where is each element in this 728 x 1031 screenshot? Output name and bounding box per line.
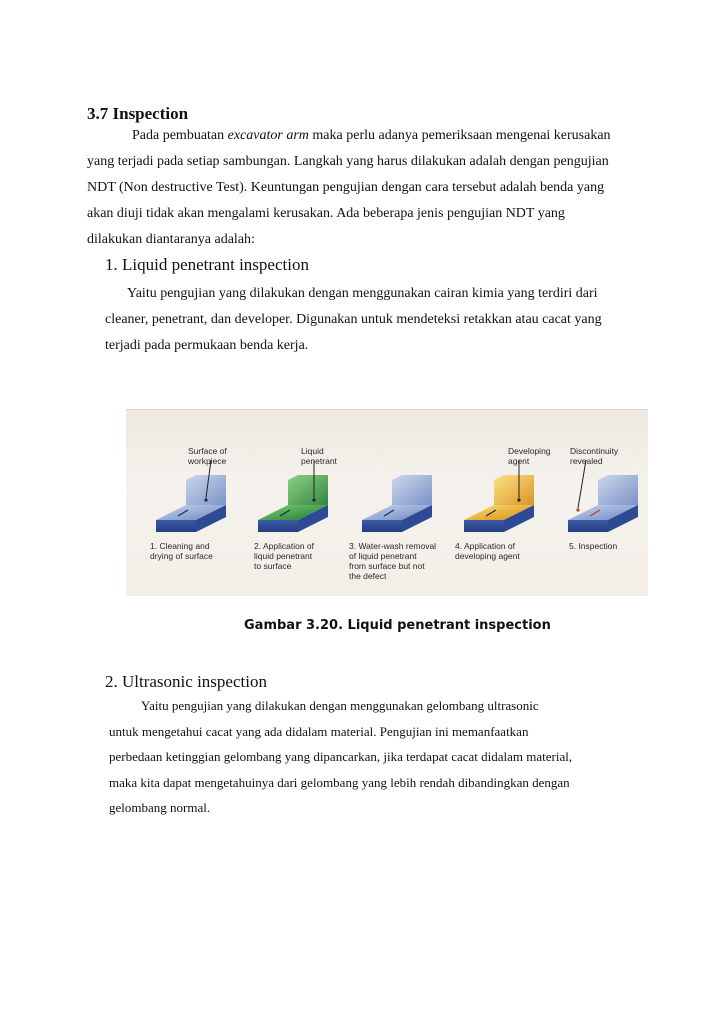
step-line: to surface xyxy=(254,561,292,571)
label-line: Liquid xyxy=(301,446,324,456)
intro-paragraph xyxy=(87,123,647,253)
ultrasonic-paragraph xyxy=(109,693,572,821)
section-heading: 3.7 Inspection xyxy=(87,104,189,123)
workpiece-block-3 xyxy=(362,475,432,532)
step-line: 2. Application of xyxy=(254,541,315,551)
pointer-dot xyxy=(517,498,520,501)
label-surface xyxy=(188,446,227,466)
label-line: Surface of xyxy=(188,446,227,456)
label-line: workpiece xyxy=(188,456,227,466)
label-line: penetrant xyxy=(301,456,337,466)
ultrasonic-line: gelombang normal. xyxy=(109,800,211,815)
step-line: from surface but not xyxy=(349,561,425,571)
intro-text: Pada pembuatan xyxy=(132,128,228,143)
liquid-heading: 1. Liquid penetrant inspection xyxy=(105,255,309,274)
label-discontinuity xyxy=(570,446,618,466)
intro-emphasis: excavator arm xyxy=(227,128,309,143)
label-line: Discontinuity xyxy=(570,446,619,456)
step-line: drying of surface xyxy=(150,551,213,561)
workpiece-block-1 xyxy=(156,475,226,532)
workpiece-block-4 xyxy=(464,475,534,532)
ultrasonic-heading: 2. Ultrasonic inspection xyxy=(105,672,267,691)
label-liquid xyxy=(301,446,337,466)
liquid-line: terjadi pada permukaan benda kerja. xyxy=(105,338,309,353)
step-line: of liquid penetrant xyxy=(349,551,417,561)
intro-line: yang terjadi pada setiap sambungan. Langkah yang harus dilakukan adalah dengan pengujian xyxy=(87,154,609,169)
step-2-label xyxy=(254,541,314,571)
liquid-line: cleaner, penetrant, dan developer. Digunakan untuk mendeteksi retakkan atau cacat yang xyxy=(105,312,602,327)
ultrasonic-line: Yaitu pengujian yang dilakukan dengan menggunakan gelombang ultrasonic xyxy=(141,698,539,713)
step-3-label xyxy=(349,541,436,581)
step-5-label xyxy=(569,541,617,551)
ultrasonic-line: maka kita dapat mengetahuinya dari gelombang yang lebih rendah dibandingkan dengan xyxy=(109,774,570,790)
label-line: agent xyxy=(508,456,530,466)
step-line: developing agent xyxy=(455,551,520,561)
penetrant-figure xyxy=(126,409,648,596)
label-line: Developing xyxy=(508,446,551,456)
label-developing xyxy=(508,446,551,466)
intro-line: NDT (Non destructive Test). Keuntungan pengujian dengan cara tersebut adalah benda yang xyxy=(87,180,605,195)
step-line: 5. Inspection xyxy=(569,541,618,551)
label-line: revealed xyxy=(570,456,603,466)
step-line: 1. Cleaning and xyxy=(150,541,210,551)
figure-caption: Gambar 3.20. Liquid penetrant inspection xyxy=(244,618,551,633)
intro-line: dilakukan diantaranya adalah: xyxy=(87,232,255,247)
ultrasonic-line: untuk mengetahui cacat yang ada didalam material. Pengujian ini memanfaatkan xyxy=(109,723,529,739)
pointer-line xyxy=(578,460,586,508)
liquid-paragraph xyxy=(105,281,602,359)
intro-text: maka perlu adanya pemeriksaan mengenai kerusakan xyxy=(308,128,611,143)
pointer-dot xyxy=(312,498,315,501)
step-line: liquid penetrant xyxy=(254,551,313,561)
pointer-dot xyxy=(576,508,579,511)
liquid-line: Yaitu pengujian yang dilakukan dengan menggunakan cairan kimia yang terdiri dari xyxy=(127,286,598,301)
intro-line: akan diuji tidak akan mengalami kerusakan. Ada beberapa jenis pengujian NDT yang xyxy=(87,206,565,221)
intro-line xyxy=(87,123,647,149)
step-1-label xyxy=(150,541,213,561)
step-line: 3. Water-wash removal xyxy=(349,541,437,551)
ultrasonic-line: perbedaan ketinggian gelombang yang dipancarkan, jika terdapat cacat didalam material, xyxy=(109,749,573,764)
step-line: 4. Application of xyxy=(455,541,516,551)
pointer-dot xyxy=(204,498,207,501)
workpiece-block-2 xyxy=(258,475,328,532)
step-4-label xyxy=(455,541,520,561)
step-line: the defect xyxy=(349,571,387,581)
